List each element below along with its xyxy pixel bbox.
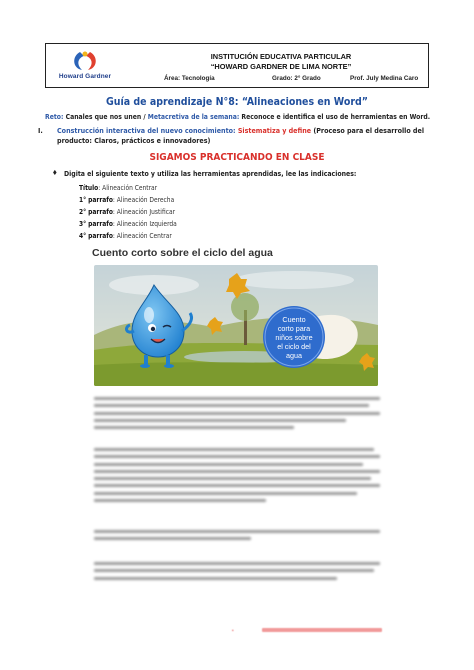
reto-label: Reto: xyxy=(45,113,64,121)
school-name: “HOWARD GARDNER DE LIMA NORTE” xyxy=(210,62,352,71)
instruction-paragraph-4: 4° parrafo: Alineación Centrar xyxy=(79,232,172,240)
guide-title: Guía de aprendizaje N°8: “Alineaciones en Word” xyxy=(106,96,368,108)
meta-text: Reconoce e identifica el uso de herramientas en Word. xyxy=(241,113,431,121)
reto-text: Canales que nos unen / xyxy=(65,113,146,121)
footer-page-mark: • xyxy=(232,628,234,633)
instruction-paragraph-2: 2° parrafo: Alineación Justificar xyxy=(79,208,176,216)
school-logo xyxy=(52,48,118,84)
area-label: Área: Tecnología xyxy=(164,75,215,82)
footer-note xyxy=(262,628,382,632)
teacher-label: Prof. July Medina Caro xyxy=(350,75,419,82)
water-drop-scene-image xyxy=(94,265,378,386)
section-label: Construcción interactiva del nuevo conocimiento: xyxy=(57,126,236,135)
bullet-text: Digita el siguiente texto y utiliza las herramientas aprendidas, lee las indicaciones: xyxy=(64,170,357,178)
reto-line xyxy=(45,113,445,121)
diamond-bullet-icon: ♦ xyxy=(52,169,58,177)
water-cycle-illustration xyxy=(94,265,378,386)
section-one xyxy=(38,126,442,146)
story-title: Cuento corto sobre el ciclo del agua xyxy=(92,247,273,259)
logo-text: Howard Gardner xyxy=(58,73,112,80)
badge-line-5: agua xyxy=(286,351,302,360)
blurred-paragraph-2 xyxy=(94,448,380,506)
instruction-title: Título: Alineación Centrar xyxy=(79,184,158,192)
badge-line-1: Cuento xyxy=(282,315,306,324)
blurred-paragraph-3 xyxy=(94,530,380,545)
badge-line-3: niños sobre xyxy=(275,333,313,342)
instruction-bullet xyxy=(52,169,444,178)
blurred-paragraph-4 xyxy=(94,562,380,584)
practice-subtitle: SIGAMOS PRACTICANDO EN CLASE xyxy=(149,152,325,163)
logo-emblem-icon xyxy=(52,48,118,74)
badge-line-2: corto para xyxy=(277,324,311,333)
institution-name: INSTITUCIÓN EDUCATIVA PARTICULAR xyxy=(210,52,352,61)
blurred-paragraph-1 xyxy=(94,397,380,433)
grade-label: Grado: 2° Grado xyxy=(272,75,321,82)
header-box xyxy=(45,43,429,88)
instruction-paragraph-1: 1° parrafo: Alineación Derecha xyxy=(79,196,175,204)
badge-line-4: el ciclo del xyxy=(277,342,311,351)
section-number: I. xyxy=(38,126,43,135)
section-highlight: Sistematiza y define xyxy=(237,126,312,135)
meta-label: Metacretiva de la semana: xyxy=(147,113,240,121)
section-text: (Proceso para el desarrollo del producto: Claros, prácticos e innovadores) xyxy=(57,126,425,145)
instruction-paragraph-3: 3° parrafo: Alineación Izquierda xyxy=(79,220,177,228)
